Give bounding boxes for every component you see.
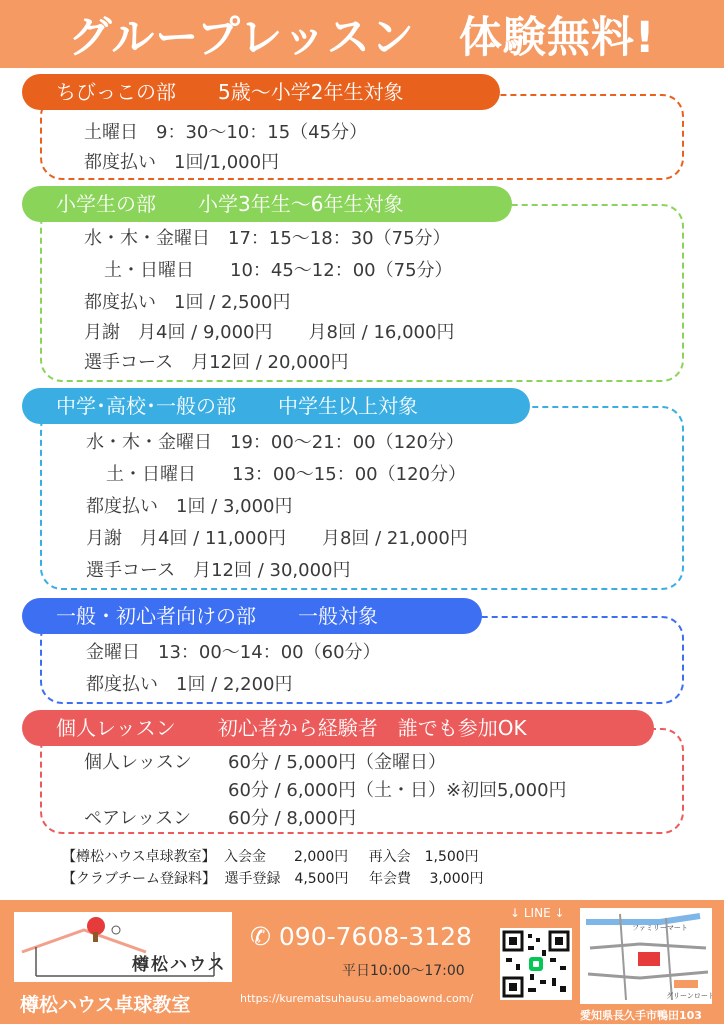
map-icon xyxy=(580,908,712,1004)
phone-icon: ✆ xyxy=(250,922,271,951)
price-row: 60分 / 5,000円（金曜日） xyxy=(228,752,446,773)
page-title: グループレッスン 体験無料! xyxy=(68,12,656,63)
schedule-row: 土・日曜日 10：45～12：00（75分） xyxy=(104,260,453,281)
section-kids-target: 5歳～小学2年生対象 xyxy=(218,80,404,104)
section-private-target: 初心者から経験者 誰でも参加OK xyxy=(217,716,527,740)
section-junior xyxy=(0,388,724,590)
footer xyxy=(0,900,724,1024)
section-elementary xyxy=(0,186,724,382)
section-junior-title: 中学･高校･一般の部 xyxy=(56,394,236,418)
price-row: 月謝 月4回 / 11,000円 月8回 / 21,000円 xyxy=(86,528,468,549)
qr-code-icon xyxy=(500,928,572,1000)
schedule-row: 金曜日 13：00～14：00（60分） xyxy=(86,642,381,663)
schedule-row: 土曜日 9：30～10：15（45分） xyxy=(84,122,368,143)
fee-value: 年会費 3,000円 xyxy=(369,871,484,887)
price-row: 都度払い 1回 / 2,200円 xyxy=(86,674,293,695)
section-general-target: 一般対象 xyxy=(298,604,378,628)
section-elementary-title: 小学生の部 xyxy=(56,192,156,216)
section-private xyxy=(0,710,724,834)
schedule-row: 水・木・金曜日 19：00～21：00（120分） xyxy=(86,432,464,453)
address: 愛知県長久手市鴨田103 xyxy=(580,1009,702,1022)
section-elementary-header xyxy=(22,186,512,222)
section-junior-target: 中学生以上対象 xyxy=(278,394,418,418)
logo xyxy=(14,912,232,982)
price-row: 選手コース 月12回 / 20,000円 xyxy=(84,352,349,373)
schedule-row: 水・木・金曜日 17：15～18：30（75分） xyxy=(84,228,451,249)
logo-text: 樽松ハウス xyxy=(132,955,227,975)
price-row: 都度払い 1回 / 3,000円 xyxy=(86,496,293,517)
fee-value: 再入会 1,500円 xyxy=(368,849,479,865)
lesson-type: 個人レッスン xyxy=(84,752,192,773)
price-row: 選手コース 月12回 / 30,000円 xyxy=(86,560,351,581)
line-qr-code[interactable] xyxy=(500,928,572,1000)
price-row: 都度払い 1回 / 2,500円 xyxy=(84,292,291,313)
fees-label: 【樽松ハウス卓球教室】 xyxy=(62,849,216,865)
schedule-row: 土・日曜日 13：00～15：00（120分） xyxy=(106,464,466,485)
section-general-title: 一般・初心者向けの部 xyxy=(56,604,256,628)
location-map[interactable] xyxy=(580,908,712,1004)
map-label: ファミリーマート xyxy=(632,924,688,932)
section-kids xyxy=(0,74,724,180)
fee-value: 選手登録 4,500円 xyxy=(224,871,349,887)
lesson-type: ペアレッスン xyxy=(84,808,192,829)
header-banner xyxy=(0,0,724,68)
price-row: 都度払い 1回/1,000円 xyxy=(84,152,280,173)
section-junior-header xyxy=(22,388,530,424)
price-row: 60分 / 8,000円 xyxy=(228,808,356,829)
line-label: ↓ LINE ↓ xyxy=(510,906,565,920)
website-link[interactable]: https://kurematsuhausu.amebaownd.com/ xyxy=(240,992,474,1005)
phone-number[interactable] xyxy=(250,922,472,951)
section-kids-title: ちびっこの部 xyxy=(56,80,176,104)
section-private-title: 個人レッスン xyxy=(56,716,176,740)
business-hours: 平日10:00～17:00 xyxy=(342,963,465,979)
section-kids-header xyxy=(22,74,500,110)
fees-label: 【クラブチーム登録料】 xyxy=(62,871,216,887)
phone-text: 090-7608-3128 xyxy=(278,922,472,951)
section-general-header xyxy=(22,598,482,634)
section-elementary-target: 小学3年生～6年生対象 xyxy=(198,192,404,216)
price-row: 60分 / 6,000円（土・日）※初回5,000円 xyxy=(228,780,567,801)
price-row: 月謝 月4回 / 9,000円 月8回 / 16,000円 xyxy=(84,322,455,343)
fees-line-1 xyxy=(62,846,479,866)
map-label: グリーンロード xyxy=(666,992,712,1000)
fees-line-2 xyxy=(62,868,484,888)
school-name: 樽松ハウス卓球教室 xyxy=(20,994,191,1016)
section-private-header xyxy=(22,710,654,746)
section-general xyxy=(0,598,724,704)
fee-value: 入会金 2,000円 xyxy=(224,849,349,865)
